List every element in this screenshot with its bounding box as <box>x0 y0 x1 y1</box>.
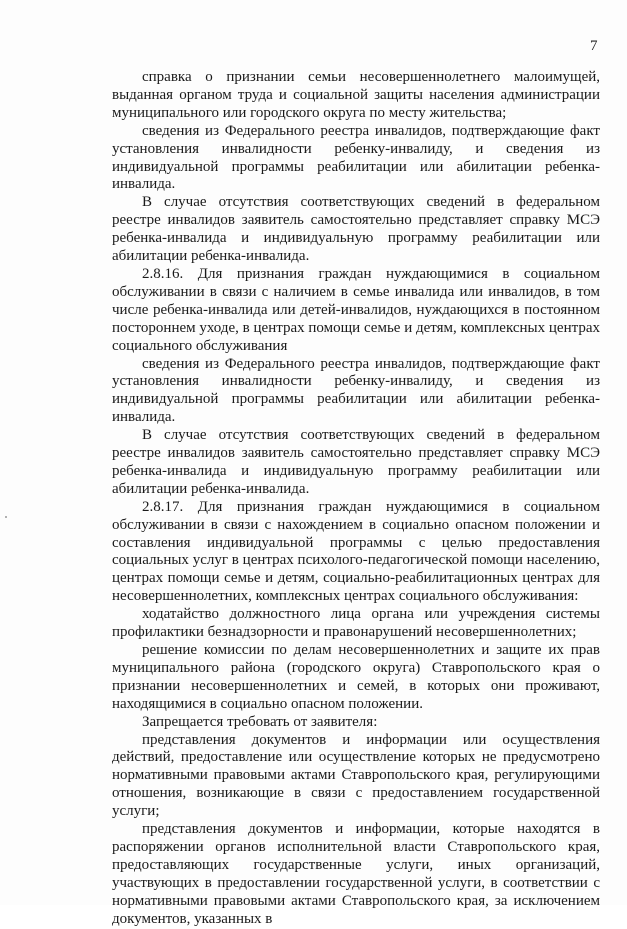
paragraph-2-8-16: 2.8.16. Для признания граждан нуждающимися в социальном обслуживании в связи с наличием в семье инвалида или инвалидов, в том числе ребенка-инвалида или детей-инвалидов, нуждающихся в постоянном постороннем уходе, в центрах помощи семье и детям, комплексных центрах социального обслуживания <box>112 265 600 354</box>
paragraph-prohibited-documents-in-possession: представления документов и информации, которые находятся в распоряжении органов исполнительной власти Ставропольского края, предоставляющих государственные услуги, иных организаций, участвующих в предоставлении государственной услуги, в соответствии с нормативными правовыми актами Ставропольского края, за исключением документов, указанных в <box>112 821 600 927</box>
paragraph-commission-decision: решение комиссии по делам несовершеннолетних и защите их прав муниципального района (городского округа) Ставропольского края о признании несовершеннолетних и семей, в которых они проживают, находящимися в социально опасном положении. <box>112 642 600 712</box>
scan-speck <box>5 516 7 518</box>
page-number: 7 <box>590 38 598 54</box>
document-body <box>112 69 600 929</box>
paragraph-prohibited-heading: Запрещается требовать от заявителя: <box>142 713 378 730</box>
paragraph-petition: ходатайство должностного лица органа или учреждения системы профилактики безнадзорности и правонарушений несовершеннолетних; <box>112 606 600 641</box>
paragraph-prohibited-documents-actions: представления документов и информации или осуществления действий, предоставление или осуществление которых не предусмотрено нормативными правовыми актами Ставропольского края, регулирующими отношения, возникающие в связи с предоставлением государственной услуги; <box>112 731 600 820</box>
paragraph-disability-registry-info-2: сведения из Федерального реестра инвалидов, подтверждающие факт установления инвалидности ребенку-инвалиду, и сведения из индивидуальной программы реабилитации или абилитации ребенка-инвалида. <box>112 355 600 426</box>
paragraph-family-low-income-certificate: справка о признании семьи несовершеннолетнего малоимущей, выданная органом труда и социальной защиты населения администрации муниципального или городского округа по месту жительства; <box>112 69 600 121</box>
paragraph-disability-registry-info: сведения из Федерального реестра инвалидов, подтверждающие факт установления инвалидности ребенку-инвалиду, и сведения из индивидуальной программы реабилитации или абилитации ребенка-инвалида. <box>112 122 600 193</box>
paragraph-2-8-17: 2.8.17. Для признания граждан нуждающимися в социальном обслуживании в связи с нахождением в социально опасном положении и составления индивидуальной программы с целью предоставления социальных услуг в центрах психолого-педагогической помощи населению, центрах помощи семье и детям, социально-реабилитационных центрах для несовершеннолетних, комплексных центрах социального обслуживания: <box>112 498 600 605</box>
paragraph-absence-of-registry-info-2: В случае отсутствия соответствующих сведений в федеральном реестре инвалидов заявитель самостоятельно представляет справку МСЭ ребенка-инвалида и индивидуальную программу реабилитации или абилитации ребенка-инвалида. <box>112 427 600 497</box>
paragraph-absence-of-registry-info: В случае отсутствия соответствующих сведений в федеральном реестре инвалидов заявитель самостоятельно представляет справку МСЭ ребенка-инвалида и индивидуальную программу реабилитации или абилитации ребенка-инвалида. <box>112 194 600 265</box>
